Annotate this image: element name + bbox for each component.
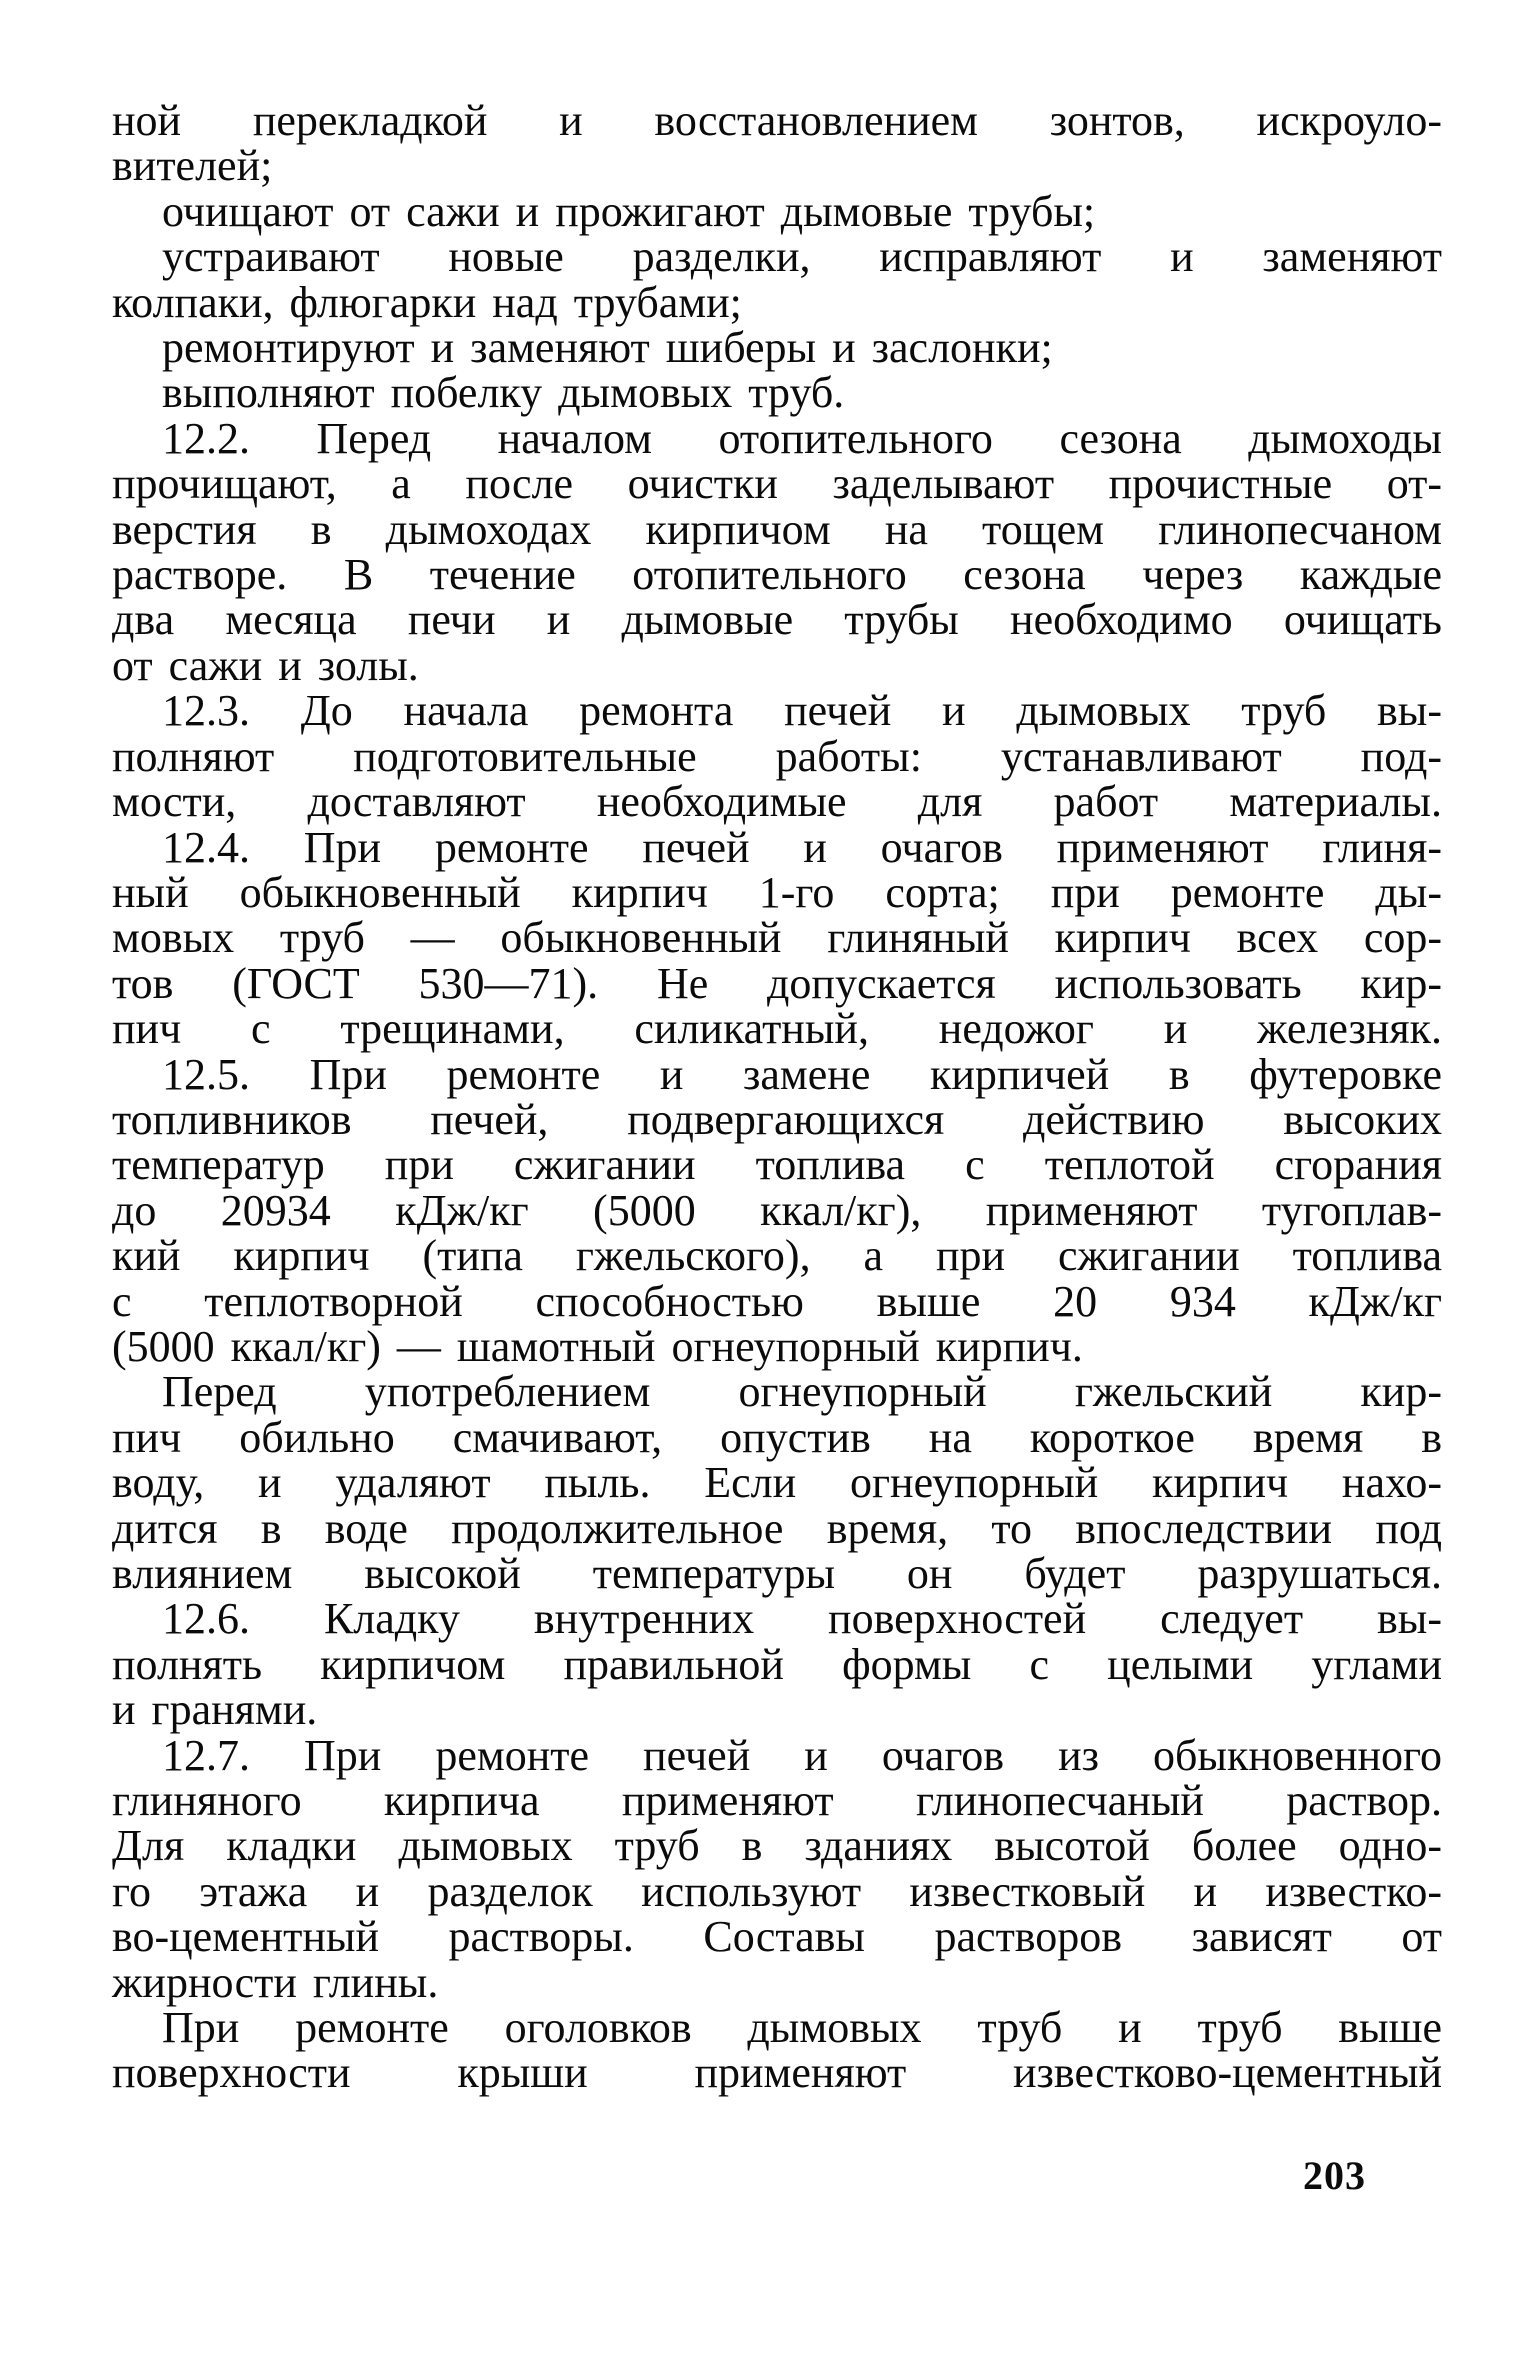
text-line: вителей; [112, 141, 273, 191]
text-line: 12.5. При ремонте и замене кирпичей в футеровке [162, 1049, 1442, 1099]
text-line: и гранями. [112, 1685, 318, 1735]
text-line: колпаки, флюгарки над трубами; [112, 277, 742, 327]
text-line: с теплотворной способностью выше 20 934 кДж/кг [112, 1276, 1442, 1326]
text-line: от сажи и золы. [112, 640, 419, 690]
text-line: (5000 ккал/кг) — шамотный огнеупорный кирпич. [112, 1321, 1083, 1371]
text-line: ремонтируют и заменяют шиберы и заслонки; [162, 323, 1053, 373]
text-line: до 20934 кДж/кг (5000 ккал/кг), применяют тугоплав- [112, 1185, 1442, 1235]
text-line: Перед употреблением огнеупорный гжельский кир- [162, 1367, 1442, 1417]
text-line: очищают от сажи и прожигают дымовые трубы; [162, 186, 1096, 236]
text-line: го этажа и разделок используют известковый и известко- [112, 1866, 1442, 1916]
text-line: ной перекладкой и восстановлением зонтов, искроуло- [112, 96, 1442, 145]
page-number: 203 [1303, 2153, 1366, 2198]
text-line: 12.7. При ремонте печей и очагов из обыкновенного [162, 1730, 1442, 1780]
text-line: 12.3. До начала ремонта печей и дымовых труб вы- [162, 686, 1442, 736]
page-text-body [112, 98, 1442, 2096]
text-line: мовых труб — обыкновенный глиняный кирпич всех сор- [112, 913, 1442, 963]
text-line: кий кирпич (типа гжельского), а при сжигании топлива [112, 1231, 1442, 1281]
text-line: Для кладки дымовых труб в зданиях высотой более одно- [112, 1821, 1442, 1871]
text-line: 12.6. Кладку внутренних поверхностей следует вы- [162, 1594, 1442, 1644]
text-line: прочищают, а после очистки заделывают прочистные от- [112, 459, 1442, 509]
text-line: два месяца печи и дымовые трубы необходимо очищать [112, 595, 1442, 645]
text-line: пич с трещинами, силикатный, недожог и железняк. [112, 1004, 1442, 1054]
text-line: верстия в дымоходах кирпичом на тощем глинопесчаном [112, 504, 1442, 554]
text-line: выполняют побелку дымовых труб. [162, 368, 845, 418]
text-line: полняют подготовительные работы: устанавливают под- [112, 731, 1442, 781]
text-line: дится в воде продолжительное время, то впоследствии под [112, 1503, 1442, 1553]
text-line: растворе. В течение отопительного сезона через каждые [112, 550, 1442, 600]
text-line: При ремонте оголовков дымовых труб и труб выше [162, 2003, 1442, 2053]
text-line: 12.4. При ремонте печей и очагов применяют глиня- [162, 822, 1442, 872]
text-line: глиняного кирпича применяют глинопесчаный раствор. [112, 1776, 1442, 1826]
text-line: ный обыкновенный кирпич 1-го сорта; при ремонте ды- [112, 867, 1442, 917]
text-line: устраивают новые разделки, исправляют и заменяют [162, 232, 1442, 282]
text-line: жирности глины. [112, 1957, 439, 2007]
text-line: температур при сжигании топлива с теплотой сгорания [112, 1140, 1442, 1190]
text-line: влиянием высокой температуры он будет разрушаться. [112, 1549, 1442, 1598]
text-line: пич обильно смачивают, опустив на короткое время в [112, 1412, 1442, 1462]
text-line: топливников печей, подвергающихся действию высоких [112, 1094, 1442, 1144]
text-line: воду, и удаляют пыль. Если огнеупорный кирпич нахо- [112, 1458, 1442, 1508]
text-line: тов (ГОСТ 530—71). Не допускается использовать кир- [112, 958, 1442, 1008]
text-line: поверхности крыши применяют известково-цементный [112, 2048, 1442, 2098]
text-line: 12.2. Перед началом отопительного сезона дымоходы [162, 413, 1442, 463]
text-line: мости, доставляют необходимые для работ материалы. [112, 777, 1442, 827]
text-line: во-цементный растворы. Составы растворов зависят от [112, 1912, 1442, 1962]
text-line: полнять кирпичом правильной формы с целыми углами [112, 1639, 1442, 1689]
